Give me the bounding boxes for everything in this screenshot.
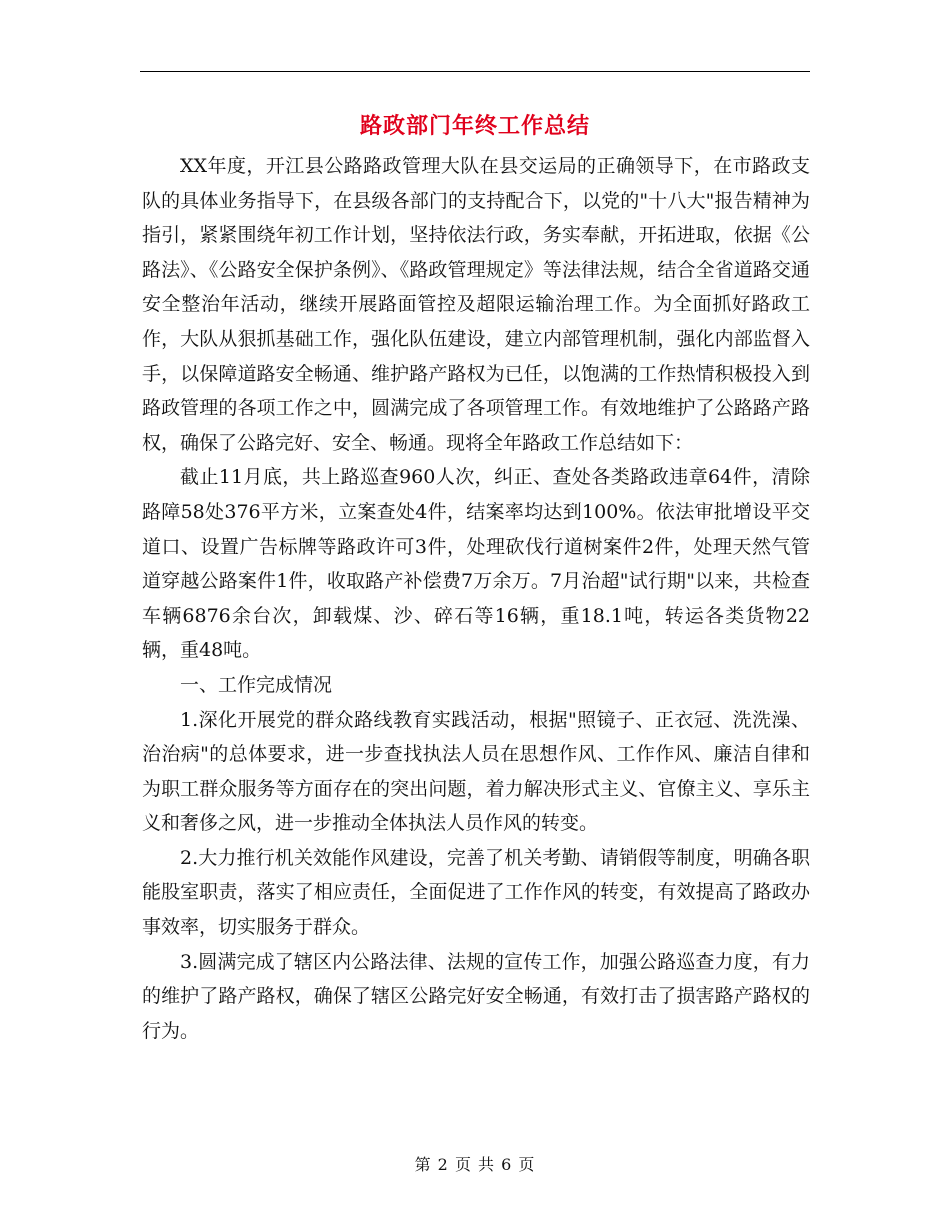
section-heading-work-completion: 一、工作完成情况 xyxy=(180,673,333,696)
page-footer: 第 2 页 共 6 页 xyxy=(414,1155,536,1174)
paragraph-item-1: 1.深化开展党的群众路线教育实践活动，根据"照镜子、正衣冠、洗洗澡、治治病"的总体要求，进一步查找执法人员在思想作风、工作作风、廉洁自律和为职工群众服务等方面存在的突出问题，着力解决形式主义、官僚主义、享乐主义和奢侈之风，进一步推动全体执法人员作风的转变。 xyxy=(142,708,810,835)
paragraph-intro: XX年度，开江县公路路政管理大队在县交运局的正确领导下，在市路政支队的具体业务指导下，在县级各部门的支持配合下，以党的"十八大"报告精神为指引，紧紧围绕年初工作计划，坚持依法行政，务实奉献，开拓进取，依据《公路法》、《公路安全保护条例》、《路政管理规定》等法律法规，结合全省道路交通安全整治年活动，继续开展路面管控及超限运输治理工作。为全面抓好路政工作，大队从狠抓基础工作，强化队伍建设，建立内部管理机制，强化内部监督入手，以保障道路安全畅通、维护路产路权为已任，以饱满的工作热情积极投入到路政管理的各项工作之中，圆满完成了各项管理工作。有效地维护了公路路产路权，确保了公路完好、安全、畅通。现将全年路政工作总结如下： xyxy=(142,155,810,454)
document-body xyxy=(142,149,810,1048)
header-rule xyxy=(140,71,810,72)
paragraph-item-3: 3.圆满完成了辖区内公路法律、法规的宣传工作，加强公路巡查力度，有力的维护了路产路权，确保了辖区公路完好安全畅通，有效打击了损害路产路权的行为。 xyxy=(142,950,810,1042)
paragraph-item-2: 2.大力推行机关效能作风建设，完善了机关考勤、请销假等制度，明确各职能股室职责，落实了相应责任，全面促进了工作作风的转变，有效提高了路政办事效率，切实服务于群众。 xyxy=(142,846,810,939)
paragraph-statistics: 截止11月底，共上路巡查960人次，纠正、查处各类路政违章64件，清除路障58处376平方米，立案查处4件，结案率均达到100%。依法审批增设平交道口、设置广告标牌等路政许可3件，处理砍伐行道树案件2件，处理天然气管道穿越公路案件1件，收取路产补偿费7万余万。7月治超"试行期"以来，共检查车辆6876余台次，卸载煤、沙、碎石等16辆，重18.1吨，转运各类货物22辆，重48吨。 xyxy=(142,466,810,662)
document-title: 路政部门年终工作总结 xyxy=(359,113,590,139)
